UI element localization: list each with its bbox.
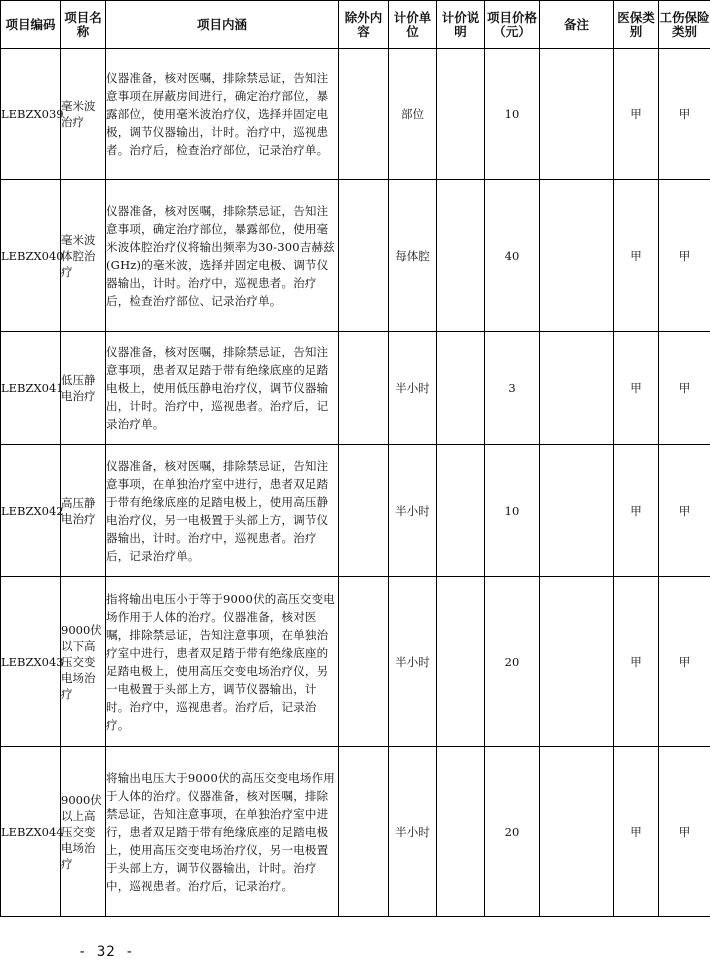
item-note	[437, 180, 485, 332]
header-excluded: 除外内容	[339, 1, 389, 49]
item-content: 仪器准备，核对医嘱，排除禁忌证，告知注意事项，患者双足踏于带有绝缘底座的足踏电极上，使用低压静电治疗仪，调节仪器输出，计时。治疗中，巡视患者。治疗后，记录治疗单。	[106, 332, 339, 445]
header-note: 计价说明	[437, 1, 485, 49]
item-excluded	[339, 49, 389, 180]
item-injury: 甲	[659, 332, 710, 445]
item-price: 10	[485, 445, 540, 577]
item-medical: 甲	[614, 747, 659, 917]
item-medical: 甲	[614, 577, 659, 747]
header-remark: 备注	[540, 1, 614, 49]
header-code: 项目编码	[1, 1, 61, 49]
item-medical: 甲	[614, 180, 659, 332]
item-code: LEBZX041	[1, 332, 61, 445]
item-content: 将输出电压大于9000伏的高压交变电场作用于人体的治疗。仪器准备，核对医嘱，排除禁忌证，告知注意事项，在单独治疗室中进行，患者双足踏于带有绝缘底座的足踏电极上，使用高压交变电场治疗仪，另一电极置于头部上方，调节仪器输出，计时。治疗中，巡视患者。治疗后，记录治疗。	[106, 747, 339, 917]
item-note	[437, 747, 485, 917]
item-remark	[540, 49, 614, 180]
table-row	[1, 332, 710, 445]
header-price: 项目价格（元）	[485, 1, 540, 49]
table-row	[1, 747, 710, 917]
item-code: LEBZX043	[1, 577, 61, 747]
item-excluded	[339, 577, 389, 747]
item-remark	[540, 577, 614, 747]
item-note	[437, 332, 485, 445]
item-price: 40	[485, 180, 540, 332]
item-remark	[540, 180, 614, 332]
item-unit: 半小时	[389, 747, 437, 917]
item-injury: 甲	[659, 49, 710, 180]
item-remark	[540, 332, 614, 445]
item-price: 20	[485, 747, 540, 917]
item-content: 仪器准备，核对医嘱，排除禁忌证，告知注意事项，在单独治疗室中进行，患者双足踏于带有绝缘底座的足踏电极上，使用高压静电治疗仪，另一电极置于头部上方，调节仪器输出，计时。治疗中，巡视患者。治疗后，记录治疗单。	[106, 445, 339, 577]
item-price: 20	[485, 577, 540, 747]
item-unit: 半小时	[389, 445, 437, 577]
item-injury: 甲	[659, 747, 710, 917]
item-code: LEBZX042	[1, 445, 61, 577]
table-row	[1, 577, 710, 747]
header-injury: 工伤保险类别	[659, 1, 710, 49]
item-code: LEBZX040	[1, 180, 61, 332]
item-code: LEBZX044	[1, 747, 61, 917]
header-unit: 计价单位	[389, 1, 437, 49]
item-price: 10	[485, 49, 540, 180]
item-name: 毫米波治疗	[61, 49, 106, 180]
page-number: - 32 -	[78, 944, 135, 960]
item-excluded	[339, 747, 389, 917]
item-note	[437, 577, 485, 747]
item-injury: 甲	[659, 445, 710, 577]
item-name: 9000伏以上高压交变电场治疗	[61, 747, 106, 917]
item-name: 低压静电治疗	[61, 332, 106, 445]
item-name: 9000伏以下高压交变电场治疗	[61, 577, 106, 747]
item-content: 仪器准备，核对医嘱，排除禁忌证，告知注意事项，确定治疗部位，暴露部位，使用毫米波体腔治疗仪将输出频率为30-300吉赫兹(GHz)的毫米波，选择并固定电极、调节仪器输出，计时。治疗中，巡视患者。治疗后，检查治疗部位、记录治疗单。	[106, 180, 339, 332]
table-row	[1, 49, 710, 180]
item-excluded	[339, 332, 389, 445]
item-unit: 每体腔	[389, 180, 437, 332]
item-unit: 部位	[389, 49, 437, 180]
item-content: 仪器准备，核对医嘱，排除禁忌证，告知注意事项在屏蔽房间进行，确定治疗部位，暴露部位，使用毫米波治疗仪，选择并固定电极，调节仪器输出，计时。治疗中，巡视患者。治疗后，检查治疗部位，记录治疗单。	[106, 49, 339, 180]
header-medical: 医保类别	[614, 1, 659, 49]
item-medical: 甲	[614, 49, 659, 180]
table-row	[1, 180, 710, 332]
table-row	[1, 445, 710, 577]
item-unit: 半小时	[389, 332, 437, 445]
item-medical: 甲	[614, 445, 659, 577]
header-content: 项目内涵	[106, 1, 339, 49]
item-note	[437, 49, 485, 180]
item-name: 高压静电治疗	[61, 445, 106, 577]
item-code: LEBZX039	[1, 49, 61, 180]
item-content: 指将输出电压小于等于9000伏的高压交变电场作用于人体的治疗。仪器准备，核对医嘱，排除禁忌证，告知注意事项，在单独治疗室中进行，患者双足踏于带有绝缘底座的足踏电极上，使用高压交变电场治疗仪，另一电极置于头部上方，调节仪器输出，计时。治疗中，巡视患者。治疗后，记录治疗。	[106, 577, 339, 747]
item-unit: 半小时	[389, 577, 437, 747]
item-injury: 甲	[659, 180, 710, 332]
item-remark	[540, 445, 614, 577]
item-excluded	[339, 180, 389, 332]
item-excluded	[339, 445, 389, 577]
item-remark	[540, 747, 614, 917]
item-name: 毫米波体腔治疗	[61, 180, 106, 332]
header-row	[1, 1, 710, 49]
item-injury: 甲	[659, 577, 710, 747]
item-price: 3	[485, 332, 540, 445]
item-medical: 甲	[614, 332, 659, 445]
header-name: 项目名称	[61, 1, 106, 49]
item-note	[437, 445, 485, 577]
